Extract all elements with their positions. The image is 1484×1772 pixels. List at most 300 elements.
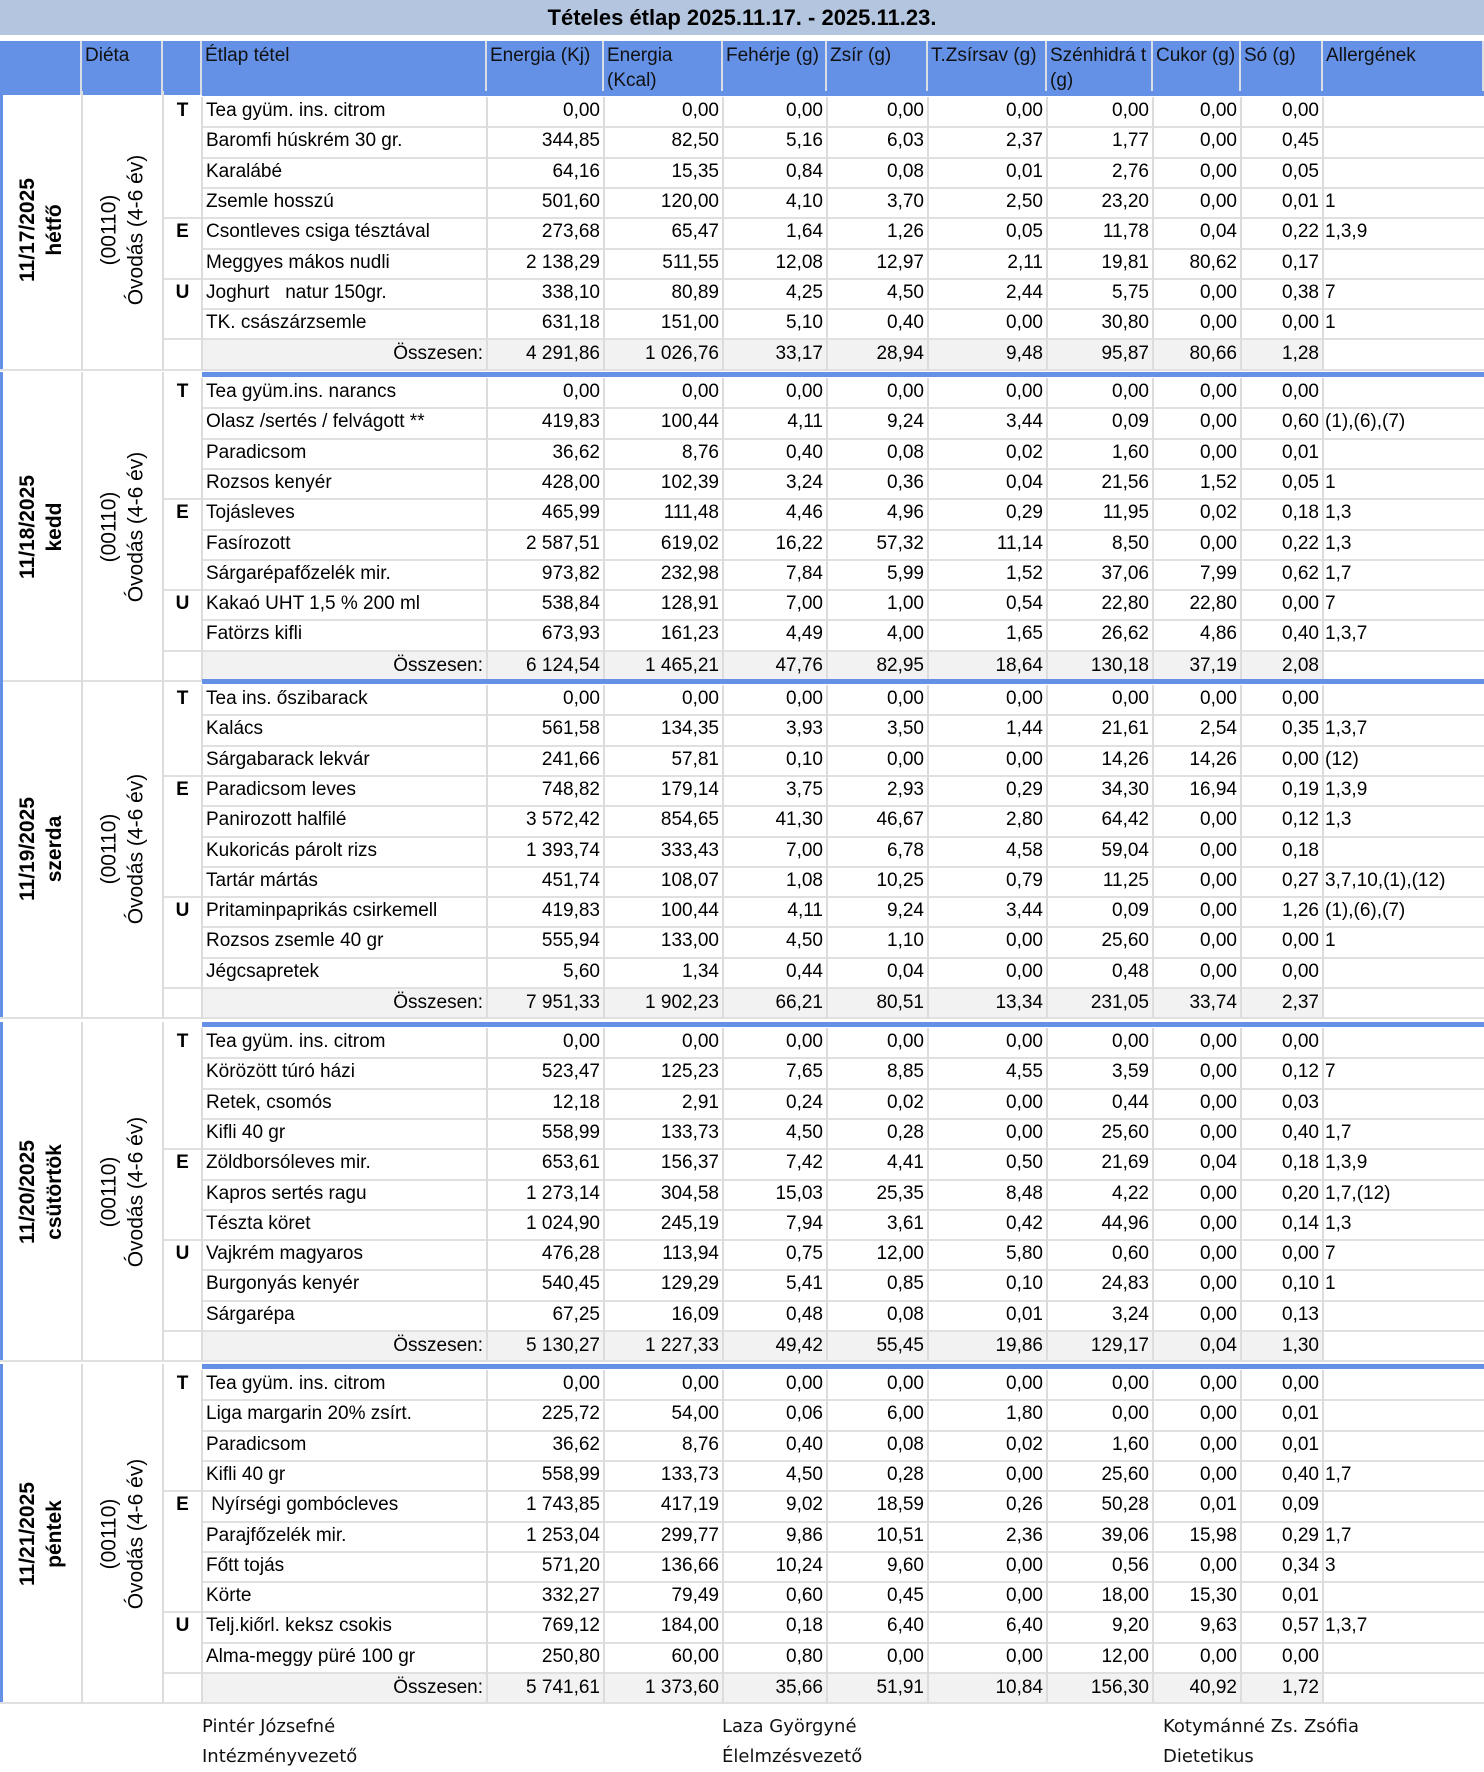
energy-kj: 0,00 — [563, 1373, 600, 1394]
carb: 50,28 — [1101, 1494, 1149, 1516]
fat: 6,00 — [887, 1403, 924, 1425]
energy-kcal: 133,73 — [660, 1463, 719, 1485]
sat-fat: 4,55 — [1006, 1061, 1043, 1083]
sat-fat: 0,00 — [1006, 1091, 1043, 1113]
energy-kj: 451,74 — [541, 869, 600, 891]
sugar: 0,00 — [1200, 930, 1237, 952]
day-date-label — [14, 475, 68, 579]
allergens: 1,7 — [1325, 1463, 1352, 1485]
allergens: 1,3,9 — [1325, 778, 1368, 800]
salt: 0,40 — [1282, 1463, 1319, 1485]
day-diet-cell — [82, 1022, 163, 1361]
meal-letter: U — [175, 1615, 190, 1637]
sat-fat: 0,79 — [1006, 869, 1043, 891]
sugar: 0,00 — [1200, 688, 1237, 709]
day-weekday: csütörtök — [43, 1143, 67, 1240]
item-name: Paradicsom — [206, 441, 307, 463]
column-divider — [722, 97, 724, 370]
energy-kj: 0,00 — [563, 688, 600, 709]
day-weekday: hétfő — [43, 204, 67, 257]
allergens: 1,3,9 — [1325, 1152, 1368, 1174]
total-salt: 1,28 — [1282, 343, 1319, 365]
protein: 7,84 — [786, 562, 823, 584]
energy-kcal: 79,49 — [671, 1585, 719, 1607]
salt: 0,12 — [1282, 809, 1319, 831]
sat-fat: 2,44 — [1006, 281, 1043, 303]
sat-fat: 0,42 — [1006, 1212, 1043, 1234]
salt: 0,18 — [1282, 839, 1319, 861]
total-energy-kcal: 1 026,76 — [645, 343, 719, 365]
total-protein: 49,42 — [775, 1335, 823, 1356]
sat-fat: 0,29 — [1006, 502, 1043, 524]
item-name: TK. császárzsemle — [206, 312, 367, 334]
diet-name: Óvodás (4-6 év) — [124, 773, 148, 924]
total-salt: 1,72 — [1282, 1677, 1319, 1698]
item-name: Tészta köret — [206, 1212, 311, 1234]
carb: 0,09 — [1112, 900, 1149, 922]
item-name: Körözött túró házi — [206, 1061, 355, 1083]
energy-kj: 631,18 — [541, 312, 600, 334]
carb: 3,24 — [1112, 1303, 1149, 1325]
item-name: Baromfi húskrém 30 gr. — [206, 130, 403, 152]
diet-name: Óvodás (4-6 év) — [124, 155, 148, 306]
total-carb: 156,30 — [1090, 1677, 1149, 1698]
sat-fat: 0,29 — [1006, 778, 1043, 800]
sugar: 0,00 — [1200, 1303, 1237, 1325]
energy-kcal: 8,76 — [682, 441, 719, 463]
item-name: Kalács — [206, 718, 264, 740]
column-divider — [927, 1028, 929, 1361]
column-divider — [826, 378, 828, 681]
total-label: Összesen: — [393, 654, 483, 676]
protein: 4,46 — [786, 502, 823, 524]
item-name: Sárgarépafőzelék mir. — [206, 562, 391, 584]
sugar: 0,00 — [1200, 130, 1237, 152]
row-divider — [0, 369, 1484, 371]
salt: 0,00 — [1282, 100, 1319, 121]
energy-kcal: 511,55 — [662, 251, 719, 273]
carb: 59,04 — [1101, 839, 1149, 861]
fat: 5,99 — [887, 562, 924, 584]
energy-kj: 465,99 — [541, 502, 600, 524]
salt: 0,62 — [1282, 562, 1319, 584]
diet-name: Óvodás (4-6 év) — [124, 1116, 148, 1267]
salt: 0,35 — [1282, 718, 1319, 740]
allergens: 1,3 — [1325, 1212, 1352, 1234]
salt: 0,60 — [1282, 411, 1319, 433]
carb: 8,50 — [1112, 532, 1149, 554]
fat: 8,85 — [887, 1061, 924, 1083]
energy-kcal: 102,39 — [660, 471, 719, 493]
allergens: 1,3 — [1325, 532, 1352, 554]
column-divider — [927, 685, 929, 1018]
energy-kj: 36,62 — [552, 441, 600, 463]
carb: 34,30 — [1101, 778, 1149, 800]
fat: 0,00 — [887, 1031, 924, 1052]
sugar: 0,00 — [1200, 100, 1237, 121]
total-energy-kcal: 1 227,33 — [645, 1335, 719, 1356]
day-date-label — [14, 1140, 68, 1244]
item-name: Alma-meggy püré 100 gr — [206, 1645, 416, 1667]
sugar: 80,62 — [1189, 251, 1237, 273]
fat: 9,24 — [887, 900, 924, 922]
header-sugar: Cukor (g) — [1153, 41, 1241, 95]
fat: 4,41 — [887, 1152, 924, 1174]
energy-kcal: 136,66 — [660, 1554, 719, 1576]
total-label: Összesen: — [393, 343, 483, 365]
energy-kcal: 0,00 — [682, 381, 719, 402]
total-salt: 2,08 — [1282, 654, 1319, 676]
total-energy-kj: 5 130,27 — [526, 1335, 600, 1356]
item-name: Nyírségi gombócleves — [206, 1494, 399, 1516]
sugar: 0,00 — [1200, 1463, 1237, 1485]
sat-fat: 0,00 — [1006, 960, 1043, 982]
total-carb: 129,17 — [1090, 1335, 1149, 1356]
salt: 0,27 — [1282, 869, 1319, 891]
item-name: Zöldborsóleves mir. — [206, 1152, 371, 1174]
sugar: 0,00 — [1200, 1182, 1237, 1204]
meal-letter: U — [175, 281, 190, 303]
column-divider — [486, 1028, 488, 1361]
sat-fat: 0,05 — [1006, 221, 1043, 243]
sat-fat: 2,50 — [1006, 190, 1043, 212]
protein: 7,00 — [786, 593, 823, 615]
protein: 12,08 — [775, 251, 823, 273]
sugar: 0,00 — [1200, 411, 1237, 433]
sugar: 9,63 — [1200, 1615, 1237, 1637]
item-name: Pritaminpaprikás csirkemell — [206, 900, 438, 922]
protein: 0,00 — [786, 1031, 823, 1052]
energy-kcal: 133,00 — [660, 930, 719, 952]
item-name: Kifli 40 gr — [206, 1463, 286, 1485]
item-name: Rozsos zsemle 40 gr — [206, 930, 384, 952]
protein: 5,16 — [786, 130, 823, 152]
protein: 4,25 — [786, 281, 823, 303]
salt: 0,18 — [1282, 1152, 1319, 1174]
signature-role: Intézményvezető — [202, 1746, 358, 1767]
salt: 0,00 — [1282, 1373, 1319, 1394]
column-divider — [826, 1028, 828, 1361]
column-divider — [1240, 97, 1242, 370]
day-date: 11/17/2025 — [16, 178, 40, 283]
protein: 0,10 — [786, 748, 823, 770]
salt: 0,01 — [1282, 190, 1319, 212]
total-protein: 66,21 — [775, 992, 823, 1013]
sugar: 7,99 — [1200, 562, 1237, 584]
allergens: 1,3 — [1325, 502, 1352, 524]
salt: 0,22 — [1282, 532, 1319, 554]
meal-letter: E — [176, 1152, 189, 1174]
sugar: 0,04 — [1200, 221, 1237, 243]
salt: 0,10 — [1282, 1273, 1319, 1295]
energy-kcal: 57,81 — [671, 748, 719, 770]
protein: 7,00 — [786, 839, 823, 861]
total-fat: 80,51 — [876, 992, 924, 1013]
sugar: 1,52 — [1200, 471, 1237, 493]
energy-kcal: 111,48 — [663, 502, 719, 524]
salt: 0,40 — [1282, 623, 1319, 645]
item-name: Paradicsom — [206, 1433, 307, 1455]
protein: 16,22 — [775, 532, 823, 554]
salt: 0,00 — [1282, 960, 1319, 982]
row-divider — [0, 1360, 1484, 1362]
column-divider — [1240, 378, 1242, 681]
carb: 11,95 — [1102, 502, 1149, 524]
fat: 4,00 — [887, 623, 924, 645]
day-separator — [202, 91, 1484, 96]
fat: 0,00 — [887, 748, 924, 770]
protein: 0,60 — [786, 1585, 823, 1607]
energy-kj: 1 253,04 — [526, 1524, 600, 1546]
total-fat: 51,91 — [876, 1677, 924, 1698]
total-sugar: 37,19 — [1189, 654, 1237, 676]
energy-kcal: 232,98 — [660, 562, 719, 584]
sugar: 0,04 — [1200, 1152, 1237, 1174]
protein: 3,24 — [786, 471, 823, 493]
column-divider — [1152, 1370, 1154, 1703]
sugar: 0,02 — [1200, 502, 1237, 524]
item-name: Tea gyüm. ins. citrom — [206, 1031, 386, 1052]
column-divider — [1240, 1028, 1242, 1361]
energy-kcal: 65,47 — [671, 221, 719, 243]
energy-kj: 12,18 — [552, 1091, 600, 1113]
fat: 25,35 — [876, 1182, 924, 1204]
item-name: Kifli 40 gr — [206, 1121, 286, 1143]
item-name: Tea gyüm. ins. citrom — [206, 1373, 386, 1394]
signature-name: Pintér Józsefné — [202, 1716, 336, 1737]
sugar: 22,80 — [1189, 593, 1237, 615]
fat: 0,08 — [887, 441, 924, 463]
allergens: (1),(6),(7) — [1325, 411, 1406, 433]
fat: 1,10 — [887, 930, 924, 952]
column-divider — [486, 685, 488, 1018]
item-name: Körte — [206, 1585, 252, 1607]
sat-fat: 0,50 — [1006, 1152, 1043, 1174]
day-separator — [202, 1022, 1484, 1027]
header-protein: Fehérje (g) — [723, 41, 827, 95]
protein: 0,24 — [786, 1091, 823, 1113]
column-divider — [1322, 97, 1324, 370]
energy-kcal: 129,29 — [660, 1273, 719, 1295]
column-divider — [486, 97, 488, 370]
salt: 0,01 — [1282, 1403, 1319, 1425]
carb: 0,00 — [1112, 381, 1149, 402]
energy-kcal: 854,65 — [660, 809, 719, 831]
signature — [1163, 1712, 1359, 1772]
fat: 0,36 — [887, 471, 924, 493]
column-divider — [81, 679, 83, 1018]
fat: 46,67 — [876, 809, 924, 831]
column-divider — [162, 91, 164, 370]
sugar: 0,00 — [1200, 869, 1237, 891]
sugar: 0,00 — [1200, 441, 1237, 463]
carb: 26,62 — [1101, 623, 1149, 645]
total-sat-fat: 10,84 — [995, 1677, 1043, 1698]
day-date-cell — [0, 372, 82, 681]
sugar: 0,00 — [1200, 1373, 1237, 1394]
fat: 12,97 — [876, 251, 924, 273]
protein: 0,75 — [786, 1243, 823, 1265]
diet-label — [96, 1116, 150, 1267]
sugar: 0,00 — [1200, 312, 1237, 334]
column-divider — [826, 685, 828, 1018]
salt: 0,29 — [1282, 1524, 1319, 1546]
column-divider — [201, 378, 203, 681]
column-divider — [722, 1028, 724, 1361]
energy-kcal: 100,44 — [660, 900, 719, 922]
salt: 0,01 — [1282, 1585, 1319, 1607]
salt: 0,05 — [1282, 160, 1319, 182]
fat: 0,40 — [887, 312, 924, 334]
sat-fat: 1,44 — [1006, 718, 1043, 740]
header-date — [0, 41, 82, 95]
carb: 0,48 — [1112, 960, 1149, 982]
energy-kcal: 299,77 — [660, 1524, 719, 1546]
day-diet-cell — [82, 679, 163, 1018]
header-fat: Zsír (g) — [827, 41, 928, 95]
carb: 11,25 — [1102, 869, 1149, 891]
salt: 0,00 — [1282, 1645, 1319, 1667]
salt: 0,05 — [1282, 471, 1319, 493]
sugar: 16,94 — [1189, 778, 1237, 800]
allergens: 1,3,9 — [1325, 221, 1368, 243]
carb: 5,75 — [1112, 281, 1149, 303]
energy-kcal: 60,00 — [671, 1645, 719, 1667]
energy-kcal: 619,02 — [660, 532, 719, 554]
diet-name: Óvodás (4-6 év) — [124, 1458, 148, 1609]
carb: 39,06 — [1101, 1524, 1149, 1546]
column-divider — [1046, 97, 1048, 370]
column-divider — [603, 97, 605, 370]
allergens: 1 — [1325, 1273, 1336, 1295]
energy-kj: 241,66 — [541, 748, 600, 770]
sugar: 0,00 — [1200, 1031, 1237, 1052]
sugar: 0,00 — [1200, 190, 1237, 212]
fat: 3,70 — [887, 190, 924, 212]
sugar: 0,00 — [1200, 1121, 1237, 1143]
column-divider — [1322, 685, 1324, 1018]
diet-label — [96, 451, 150, 602]
energy-kcal: 156,37 — [660, 1152, 719, 1174]
energy-kj: 748,82 — [541, 778, 600, 800]
protein: 9,86 — [786, 1524, 823, 1546]
allergens: (1),(6),(7) — [1325, 900, 1406, 922]
energy-kj: 538,84 — [541, 593, 600, 615]
total-fat: 28,94 — [876, 343, 924, 365]
item-name: Retek, csomós — [206, 1091, 332, 1113]
day-separator — [202, 372, 1484, 377]
carb: 1,60 — [1112, 1433, 1149, 1455]
salt: 0,00 — [1282, 1031, 1319, 1052]
protein: 10,24 — [775, 1554, 823, 1576]
item-name: Joghurt natur 150gr. — [206, 281, 387, 303]
total-label: Összesen: — [393, 992, 483, 1013]
energy-kcal: 0,00 — [682, 1373, 719, 1394]
fat: 0,08 — [887, 1433, 924, 1455]
allergens: 7 — [1325, 1061, 1336, 1083]
total-protein: 33,17 — [775, 343, 823, 365]
carb: 3,59 — [1112, 1061, 1149, 1083]
item-name: Burgonyás kenyér — [206, 1273, 360, 1295]
sat-fat: 0,10 — [1006, 1273, 1043, 1295]
item-name: Csontleves csiga tésztával — [206, 221, 430, 243]
total-salt: 2,37 — [1282, 992, 1319, 1013]
sat-fat: 1,65 — [1006, 623, 1043, 645]
total-protein: 35,66 — [775, 1677, 823, 1698]
salt: 0,01 — [1282, 441, 1319, 463]
carb: 37,06 — [1101, 562, 1149, 584]
sat-fat: 0,02 — [1006, 441, 1043, 463]
item-name: Tea gyüm.ins. narancs — [206, 381, 397, 402]
energy-kj: 558,99 — [541, 1463, 600, 1485]
total-label: Összesen: — [393, 1677, 483, 1698]
meal-letter: T — [176, 100, 189, 121]
sugar: 2,54 — [1200, 718, 1237, 740]
row-divider — [0, 1017, 1484, 1019]
sugar: 0,00 — [1200, 532, 1237, 554]
column-divider — [162, 679, 164, 1018]
sat-fat: 5,80 — [1006, 1243, 1043, 1265]
diet-label — [96, 155, 150, 306]
day-date: 11/19/2025 — [16, 796, 40, 901]
column-divider — [1152, 97, 1154, 370]
fat: 1,00 — [887, 593, 924, 615]
sat-fat: 0,54 — [1006, 593, 1043, 615]
carb: 0,56 — [1112, 1554, 1149, 1576]
energy-kj: 0,00 — [563, 1031, 600, 1052]
diet-label — [96, 773, 150, 924]
sugar: 14,26 — [1189, 748, 1237, 770]
salt: 0,00 — [1282, 688, 1319, 709]
total-sugar: 40,92 — [1189, 1677, 1237, 1698]
total-sat-fat: 9,48 — [1006, 343, 1043, 365]
protein: 0,18 — [786, 1615, 823, 1637]
header-item: Étlap tétel — [202, 41, 487, 95]
item-name: Kukoricás párolt rizs — [206, 839, 378, 861]
item-name: Rozsos kenyér — [206, 471, 332, 493]
total-label: Összesen: — [393, 1335, 483, 1356]
total-energy-kj: 6 124,54 — [526, 654, 600, 676]
energy-kj: 0,00 — [563, 381, 600, 402]
salt: 0,09 — [1282, 1494, 1319, 1516]
energy-kj: 973,82 — [541, 562, 600, 584]
carb: 1,60 — [1112, 441, 1149, 463]
column-divider — [486, 1370, 488, 1703]
sat-fat: 2,11 — [1007, 251, 1043, 273]
item-name: Jégcsapretek — [206, 960, 320, 982]
energy-kj: 3 572,42 — [526, 809, 600, 831]
sat-fat: 2,37 — [1006, 130, 1043, 152]
allergens: 7 — [1325, 593, 1336, 615]
signature-name: Laza Györgyné — [722, 1716, 857, 1737]
item-name: Telj.kiőrl. keksz csokis — [206, 1615, 392, 1637]
energy-kj: 273,68 — [541, 221, 600, 243]
protein: 1,64 — [786, 221, 823, 243]
protein: 0,06 — [786, 1403, 823, 1425]
item-name: Sárgarépa — [206, 1303, 295, 1325]
protein: 4,50 — [786, 930, 823, 952]
meal-letter: U — [175, 593, 190, 615]
protein: 4,49 — [786, 623, 823, 645]
total-protein: 47,76 — [775, 654, 823, 676]
sat-fat: 0,04 — [1006, 471, 1043, 493]
column-divider — [1322, 1370, 1324, 1703]
fat: 0,00 — [887, 1373, 924, 1394]
diet-code: (00110) — [97, 813, 121, 885]
total-sat-fat: 13,34 — [995, 992, 1043, 1013]
protein: 0,00 — [786, 381, 823, 402]
protein: 0,00 — [786, 1373, 823, 1394]
